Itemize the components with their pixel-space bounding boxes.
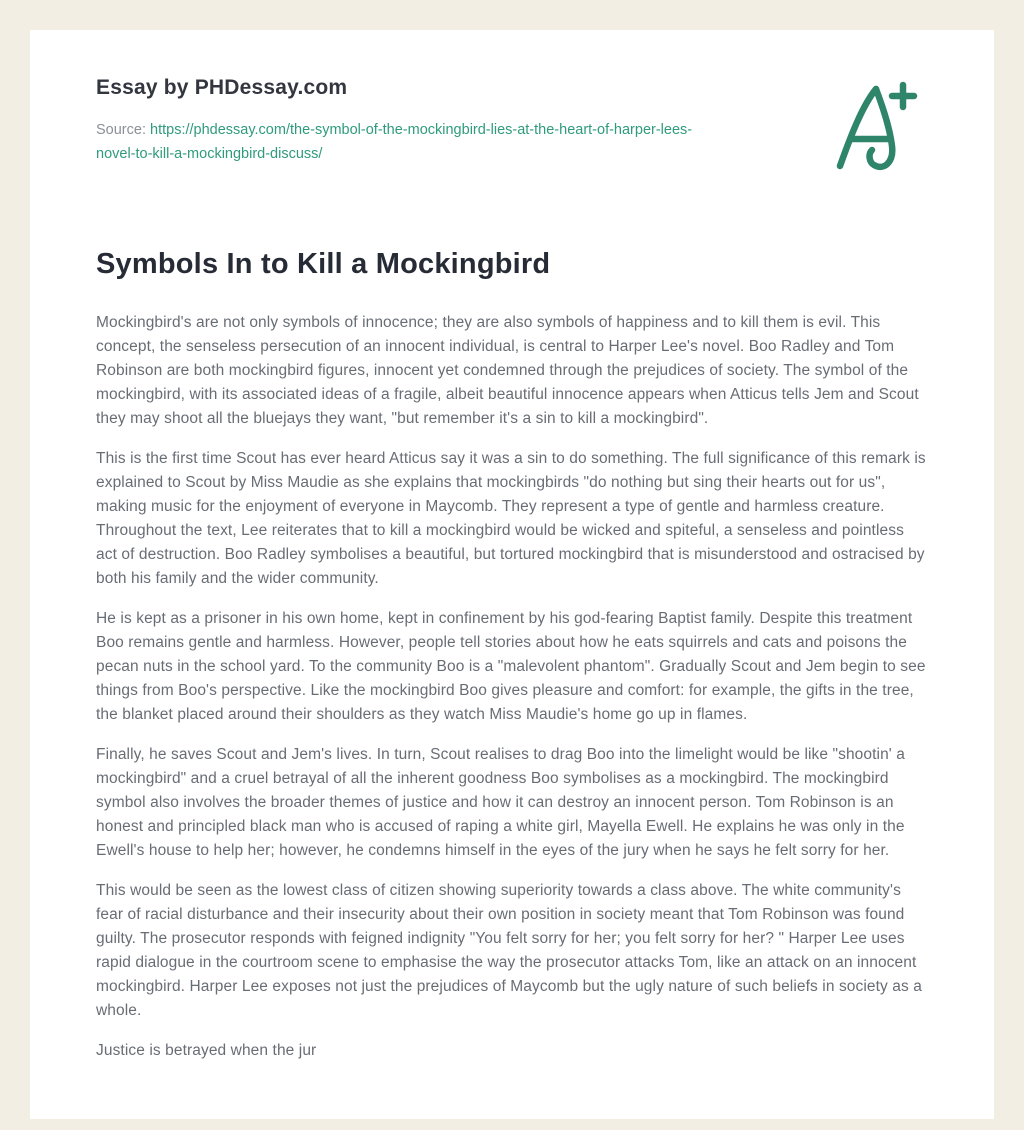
essay-paragraph: Finally, he saves Scout and Jem's lives. In turn, Scout realises to drag Boo into the limelight would be like "shootin' a mockingbird" and a cruel betrayal of all the inherent goodness Boo symbolises as a mockingbird. The mockingbird symbol also involves the broader themes of justice and how it can destroy an innocent person. Tom Robinson is an honest and principled black man who is accused of raping a white girl, Mayella Ewell. He explains he was only in the Ewell's house to help her; however, he condemns himself in the eyes of the jury when he says he felt sorry for her.	[96, 746, 905, 859]
essay-title: Symbols In to Kill a Mockingbird	[96, 248, 551, 280]
header-text-block	[96, 76, 728, 166]
essay-paragraph: He is kept as a prisoner in his own home, kept in confinement by his god-fearing Baptist family. Despite this treatment Boo remains gentle and harmless. However, people tell stories about how he eats squirrels and cats and poisons the pecan nuts in the school yard. To the community Boo is a "malevolent phantom". Gradually Scout and Jem begin to see things from Boo's perspective. Like the mockingbird Boo gives pleasure and comfort: for example, the gifts in the tree, the blanket placed around their shoulders as they watch Miss Maudie's home go up in flames.	[96, 610, 926, 723]
essay-paragraph: This would be seen as the lowest class of citizen showing superiority towards a class above. The white community's fear of racial disturbance and their insecurity about their own position in society meant that Tom Robinson was found guilty. The prosecutor responds with feigned indignity "You felt sorry for her; you felt sorry for her? " Harper Lee uses rapid dialogue in the courtroom scene to emphasise the way the prosecutor attacks Tom, like an attack on an innocent mockingbird. Harper Lee exposes not just the prejudices of Maycomb but the ugly nature of such beliefs in society as a whole.	[96, 882, 922, 1019]
essay-paragraph: Mockingbird's are not only symbols of innocence; they are also symbols of happiness and to kill them is evil. This concept, the senseless persecution of an innocent individual, is central to Harper Lee's novel. Boo Radley and Tom Robinson are both mockingbird figures, innocent yet condemned through the prejudices of society. The symbol of the mockingbird, with its associated ideas of a fragile, albeit beautiful innocence appears when Atticus tells Jem and Scout they may shoot all the bluejays they want, "but remember it's a sin to kill a mockingbird".	[96, 314, 919, 427]
essay-paragraph: This is the first time Scout has ever heard Atticus say it was a sin to do something. The full significance of this remark is explained to Scout by Miss Maudie as she explains that mockingbirds "do nothing but sing their hearts out for us", making music for the enjoyment of everyone in Maycomb. They represent a type of gentle and harmless creature. Throughout the text, Lee reiterates that to kill a mockingbird would be wicked and spiteful, a senseless and pointless act of destruction. Boo Radley symbolises a beautiful, but tortured mockingbird that is misunderstood and ostracised by both his family and the wider community.	[96, 450, 926, 587]
source-label: Source:	[96, 122, 146, 138]
essay-card	[30, 30, 994, 1119]
essay-paragraph: Justice is betrayed when the jur	[96, 1042, 317, 1059]
source-line	[96, 118, 728, 166]
site-header: Essay by PHDessay.com	[96, 76, 348, 99]
phdessay-logo-icon	[824, 78, 928, 178]
essay-body	[96, 311, 928, 1063]
card-header	[96, 76, 928, 178]
source-link[interactable]: https://phdessay.com/the-symbol-of-the-mockingbird-lies-at-the-heart-of-harper-lees-novel-to-kill-a-mockingbird-discuss/	[96, 122, 693, 162]
